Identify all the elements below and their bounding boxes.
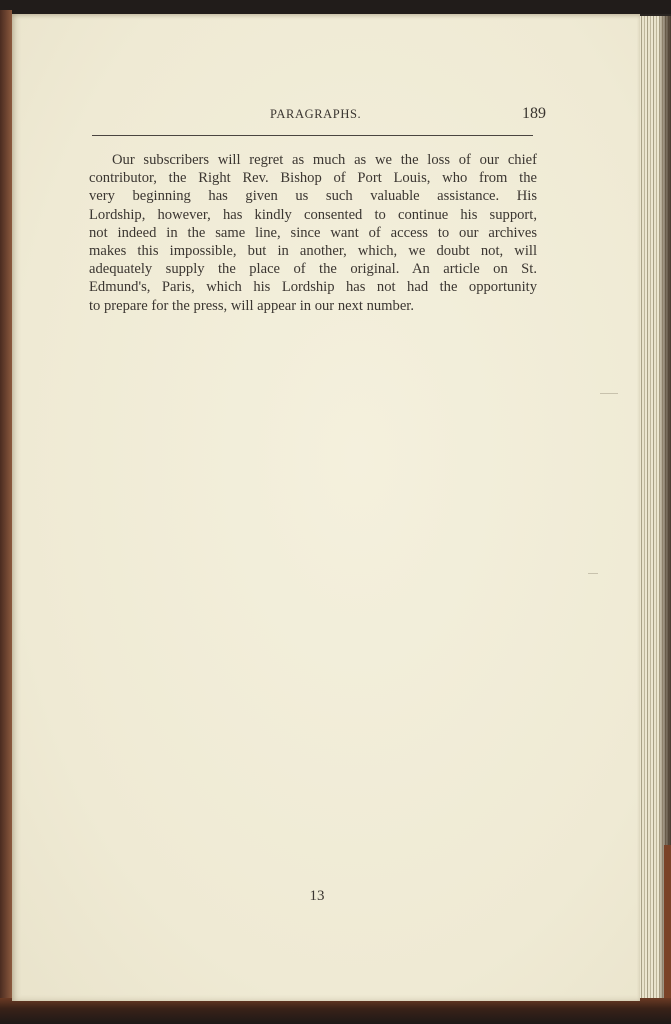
text-line: very beginning has given us such valuable assistance. His <box>89 188 537 205</box>
text-line: adequately supply the place of the original. An article on St. <box>89 261 537 278</box>
book-cover-corner <box>664 845 671 1005</box>
book-cover-bottom-edge <box>0 998 671 1024</box>
text-line: contributor, the Right Rev. Bishop of Port Louis, who from the <box>89 170 537 187</box>
page-number: 189 <box>522 105 546 122</box>
text-line: not indeed in the same line, since want of access to our archives <box>89 224 537 241</box>
book-page <box>12 14 640 1001</box>
text-line: to prepare for the press, will appear in our next number. <box>89 297 415 314</box>
paragraph <box>89 151 537 315</box>
header-rule <box>92 135 533 136</box>
book-cover-top-edge <box>0 0 671 14</box>
text-line: Our subscribers will regret as much as we the loss of our chief <box>112 152 537 168</box>
text-line: makes this impossible, but in another, which, we doubt not, will <box>89 243 537 260</box>
page-edge-mark <box>588 573 598 574</box>
running-head-title: PARAGRAPHS. <box>270 107 362 121</box>
text-line: Lordship, however, has kindly consented to continue his support, <box>89 206 537 223</box>
text-line: Edmund's, Paris, which his Lordship has not had the opportunity <box>89 279 537 296</box>
book-spine-edge <box>0 10 12 1010</box>
running-head <box>90 105 550 125</box>
page-edge-mark <box>600 393 618 394</box>
signature-mark: 13 <box>309 888 325 904</box>
